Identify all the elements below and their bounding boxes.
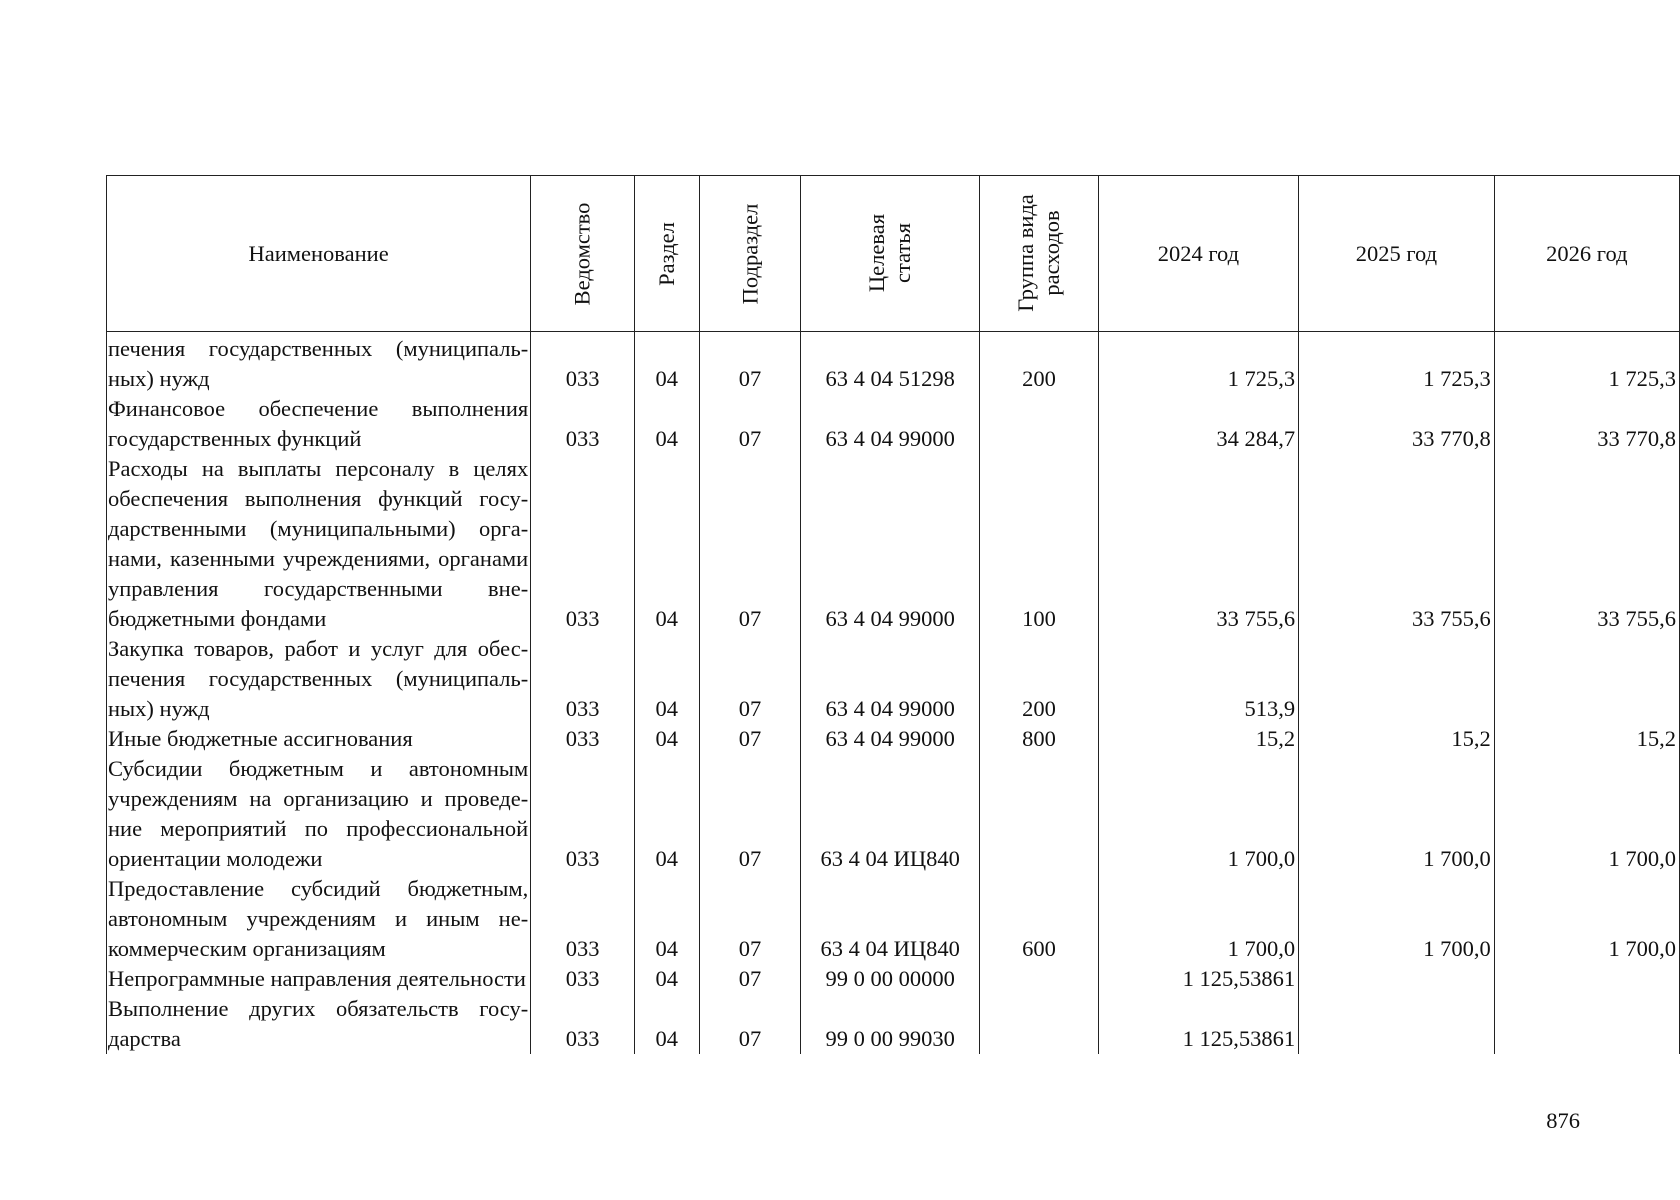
cell-subsection: 07 [699,394,801,454]
cell-year-2025 [1299,634,1495,724]
cell-name: печения государственных (муниципальных) нужд [107,332,531,395]
cell-year-2024: 33 755,6 [1098,454,1298,634]
cell-year-2026 [1494,964,1679,994]
header-year-2024: 2024 год [1098,176,1298,332]
cell-subsection: 07 [699,994,801,1054]
header-name: Наименование [107,176,531,332]
cell-year-2026 [1494,994,1679,1054]
header-section: Раздел [634,176,699,332]
cell-expense-group: 800 [980,724,1099,754]
cell-year-2026: 33 770,8 [1494,394,1679,454]
cell-department: 033 [531,724,635,754]
cell-year-2025: 1 725,3 [1299,332,1495,395]
cell-target: 63 4 04 99000 [801,454,980,634]
cell-section: 04 [634,994,699,1054]
cell-expense-group: 200 [980,332,1099,395]
cell-subsection: 07 [699,454,801,634]
cell-expense-group: 200 [980,634,1099,724]
cell-target: 63 4 04 99000 [801,724,980,754]
cell-section: 04 [634,634,699,724]
cell-section: 04 [634,874,699,964]
cell-year-2024: 1 700,0 [1098,754,1298,874]
table-row [107,332,1680,395]
cell-name: Субсидии бюджетным и автономным учреждениям на организацию и проведение мероприятий по профессиональной ориентации молодежи [107,754,531,874]
page-number: 876 [1546,1108,1580,1133]
cell-expense-group: 100 [980,454,1099,634]
cell-year-2025 [1299,994,1495,1054]
cell-year-2025: 33 755,6 [1299,454,1495,634]
cell-target: 63 4 04 51298 [801,332,980,395]
cell-department: 033 [531,874,635,964]
cell-subsection: 07 [699,724,801,754]
cell-year-2025 [1299,964,1495,994]
budget-table [106,175,1680,1054]
cell-target: 63 4 04 ИЦ840 [801,874,980,964]
cell-target: 63 4 04 ИЦ840 [801,754,980,874]
cell-name: Выполнение других обязательств государства [107,994,531,1054]
cell-section: 04 [634,454,699,634]
cell-name: Непрограммные направления деятельности [107,964,531,994]
header-target: Целевая статья [801,176,980,332]
table-body [107,332,1680,1055]
cell-target: 63 4 04 99000 [801,634,980,724]
table-row [107,454,1680,634]
cell-subsection: 07 [699,874,801,964]
cell-expense-group [980,964,1099,994]
table-row [107,634,1680,724]
cell-department: 033 [531,634,635,724]
header-expense-group: Группа вида расходов [980,176,1099,332]
cell-year-2026: 1 700,0 [1494,754,1679,874]
cell-subsection: 07 [699,332,801,395]
cell-section: 04 [634,394,699,454]
header-department: Ведомство [531,176,635,332]
cell-year-2025: 33 770,8 [1299,394,1495,454]
cell-year-2024: 15,2 [1098,724,1298,754]
cell-year-2026 [1494,634,1679,724]
cell-expense-group [980,994,1099,1054]
cell-target: 63 4 04 99000 [801,394,980,454]
table-row [107,964,1680,994]
cell-name: Иные бюджетные ассигнования [107,724,531,754]
cell-section: 04 [634,964,699,994]
cell-year-2026: 1 700,0 [1494,874,1679,964]
cell-name: Закупка товаров, работ и услуг для обеспечения государственных (муниципальных) нужд [107,634,531,724]
cell-subsection: 07 [699,964,801,994]
cell-department: 033 [531,964,635,994]
cell-year-2024: 1 125,53861 [1098,964,1298,994]
cell-year-2024: 1 125,53861 [1098,994,1298,1054]
cell-name: Расходы на выплаты персоналу в целях обеспечения выполнения функций государственными (муниципальными) органами, казенными учреждениями, органами управления государственными внебюджетными фондами [107,454,531,634]
cell-subsection: 07 [699,634,801,724]
cell-target: 99 0 00 00000 [801,964,980,994]
cell-department: 033 [531,394,635,454]
table-row [107,994,1680,1054]
table-header [107,176,1680,332]
cell-subsection: 07 [699,754,801,874]
table-row [107,874,1680,964]
cell-year-2024: 1 700,0 [1098,874,1298,964]
cell-name: Предоставление субсидий бюджетным, автономным учреждениям и иным некоммерческим организациям [107,874,531,964]
cell-year-2024: 34 284,7 [1098,394,1298,454]
cell-department: 033 [531,994,635,1054]
cell-name: Финансовое обеспечение выполнения государственных функций [107,394,531,454]
cell-year-2026: 15,2 [1494,724,1679,754]
cell-year-2024: 1 725,3 [1098,332,1298,395]
header-year-2026: 2026 год [1494,176,1679,332]
cell-target: 99 0 00 99030 [801,994,980,1054]
cell-year-2025: 1 700,0 [1299,874,1495,964]
cell-section: 04 [634,332,699,395]
cell-year-2024: 513,9 [1098,634,1298,724]
cell-department: 033 [531,454,635,634]
cell-expense-group [980,394,1099,454]
header-year-2025: 2025 год [1299,176,1495,332]
table-row [107,394,1680,454]
cell-year-2026: 33 755,6 [1494,454,1679,634]
cell-year-2025: 1 700,0 [1299,754,1495,874]
cell-section: 04 [634,754,699,874]
cell-year-2026: 1 725,3 [1494,332,1679,395]
cell-section: 04 [634,724,699,754]
table-row [107,724,1680,754]
cell-department: 033 [531,754,635,874]
cell-year-2025: 15,2 [1299,724,1495,754]
cell-expense-group: 600 [980,874,1099,964]
header-subsection: Подраздел [699,176,801,332]
cell-expense-group [980,754,1099,874]
cell-department: 033 [531,332,635,395]
table-row [107,754,1680,874]
